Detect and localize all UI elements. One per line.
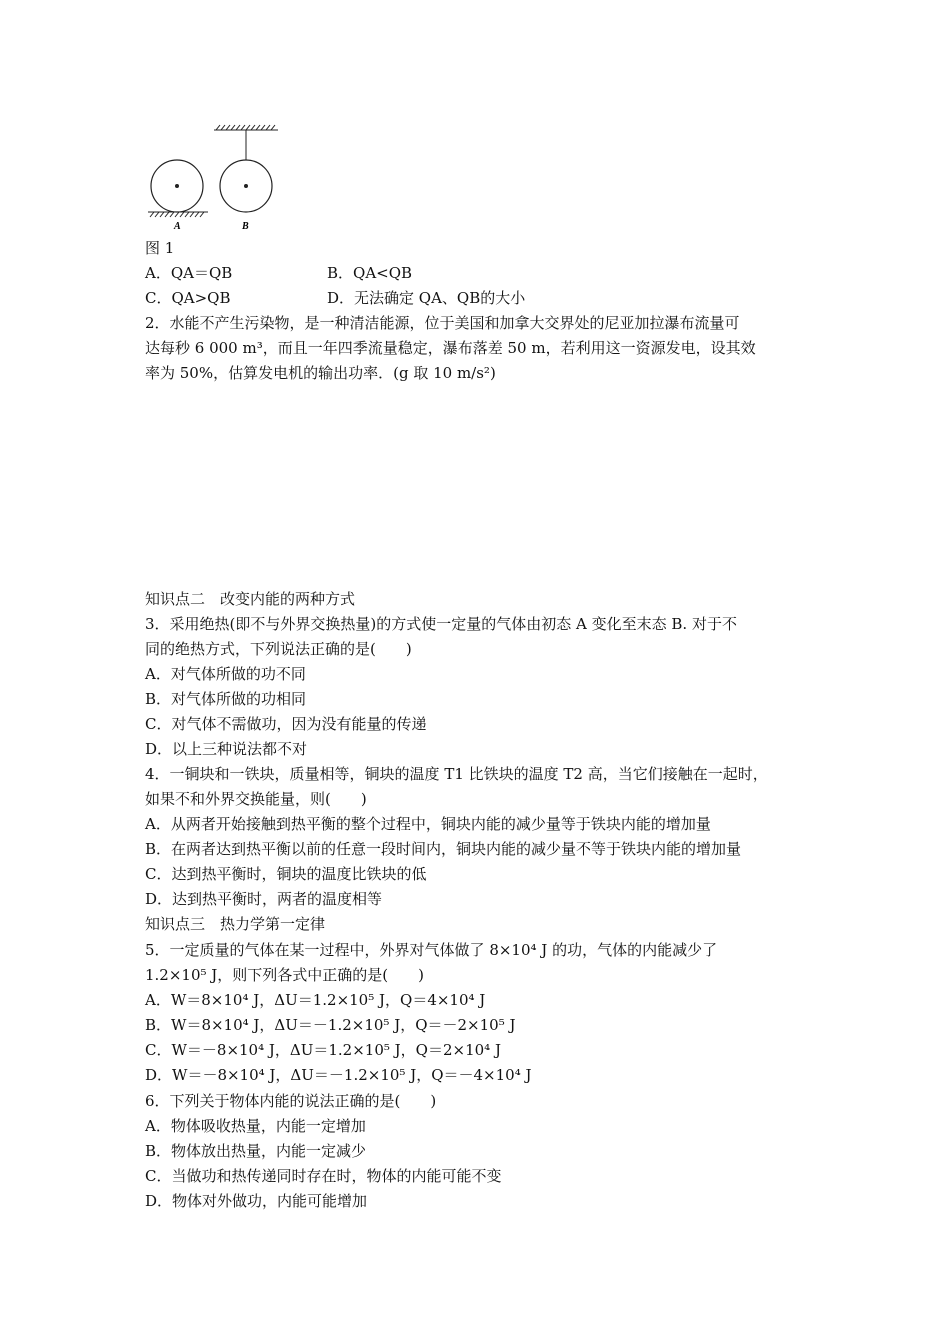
q2-line-2: 达每秒 6 000 m³，而且一年四季流量稳定，瀑布落差 50 m，若利用这一资源发电，设其效 xyxy=(145,339,756,357)
q1-option-a: A．QA＝QB xyxy=(145,264,233,282)
section-3-title: 知识点三 热力学第一定律 xyxy=(145,915,326,933)
q6-option-d: D．物体对外做功，内能可能增加 xyxy=(145,1192,368,1210)
q4-option-c: C．达到热平衡时，铜块的温度比铁块的低 xyxy=(145,865,427,883)
q6-option-b: B．物体放出热量，内能一定减少 xyxy=(145,1142,367,1160)
q1-option-b: B．QA<QB xyxy=(327,264,413,282)
q1-option-d: D．无法确定 QA、QB的大小 xyxy=(327,289,526,307)
q3-line-2: 同的绝热方式，下列说法正确的是( ) xyxy=(145,640,412,658)
q2-line-3: 率为 50%，估算发电机的输出功率．(g 取 10 m/s²) xyxy=(145,364,496,382)
ground-hatch xyxy=(148,212,208,217)
figure-caption: 图 1 xyxy=(145,239,175,257)
q4-option-d: D．达到热平衡时，两者的温度相等 xyxy=(145,890,383,908)
q1-option-c: C．QA>QB xyxy=(145,289,231,307)
figure-1-diagram xyxy=(140,118,290,238)
q4-option-a: A．从两者开始接触到热平衡的整个过程中，铜块内能的减少量等于铁块内能的增加量 xyxy=(145,815,711,833)
q5-line-2: 1.2×10⁵ J，则下列各式中正确的是( ) xyxy=(145,966,425,984)
ceiling-hatch xyxy=(214,125,278,130)
q5-option-b: B．W＝8×10⁴ J，ΔU＝－1.2×10⁵ J，Q＝－2×10⁵ J xyxy=(145,1016,516,1034)
q2-line-1: 2．水能不产生污染物，是一种清洁能源，位于美国和加拿大交界处的尼亚加拉瀑布流量可 xyxy=(145,314,740,332)
q4-line-1: 4．一铜块和一铁块，质量相等，铜块的温度 T1 比铁块的温度 T2 高，当它们接触在一起时， xyxy=(145,765,768,783)
q5-option-a: A．W＝8×10⁴ J，ΔU＝1.2×10⁵ J，Q＝4×10⁴ J xyxy=(145,991,486,1009)
label-a: A xyxy=(174,221,181,232)
label-b: B xyxy=(242,221,249,232)
q3-option-d: D．以上三种说法都不对 xyxy=(145,740,308,758)
cylinder-a-center xyxy=(175,184,179,188)
q6-option-c: C．当做功和热传递同时存在时，物体的内能可能不变 xyxy=(145,1167,502,1185)
q5-option-c: C．W＝－8×10⁴ J，ΔU＝1.2×10⁵ J，Q＝2×10⁴ J xyxy=(145,1041,501,1059)
cylinder-b-center xyxy=(244,184,248,188)
q6-option-a: A．物体吸收热量，内能一定增加 xyxy=(145,1117,366,1135)
section-2-title: 知识点二 改变内能的两种方式 xyxy=(145,590,356,608)
q3-option-b: B．对气体所做的功相同 xyxy=(145,690,307,708)
q3-line-1: 3．采用绝热(即不与外界交换热量)的方式使一定量的气体由初态 A 变化至末态 B. 对于不 xyxy=(145,615,737,633)
q5-option-d: D．W＝－8×10⁴ J，ΔU＝－1.2×10⁵ J，Q＝－4×10⁴ J xyxy=(145,1066,532,1084)
q5-line-1: 5．一定质量的气体在某一过程中，外界对气体做了 8×10⁴ J 的功，气体的内能减少了 xyxy=(145,941,718,959)
q4-option-b: B．在两者达到热平衡以前的任意一段时间内，铜块内能的减少量不等于铁块内能的增加量 xyxy=(145,840,742,858)
q3-option-a: A．对气体所做的功不同 xyxy=(145,665,306,683)
q6-stem: 6．下列关于物体内能的说法正确的是( ) xyxy=(145,1092,437,1110)
q3-option-c: C．对气体不需做功，因为没有能量的传递 xyxy=(145,715,427,733)
q4-line-2: 如果不和外界交换能量，则( ) xyxy=(145,790,367,808)
